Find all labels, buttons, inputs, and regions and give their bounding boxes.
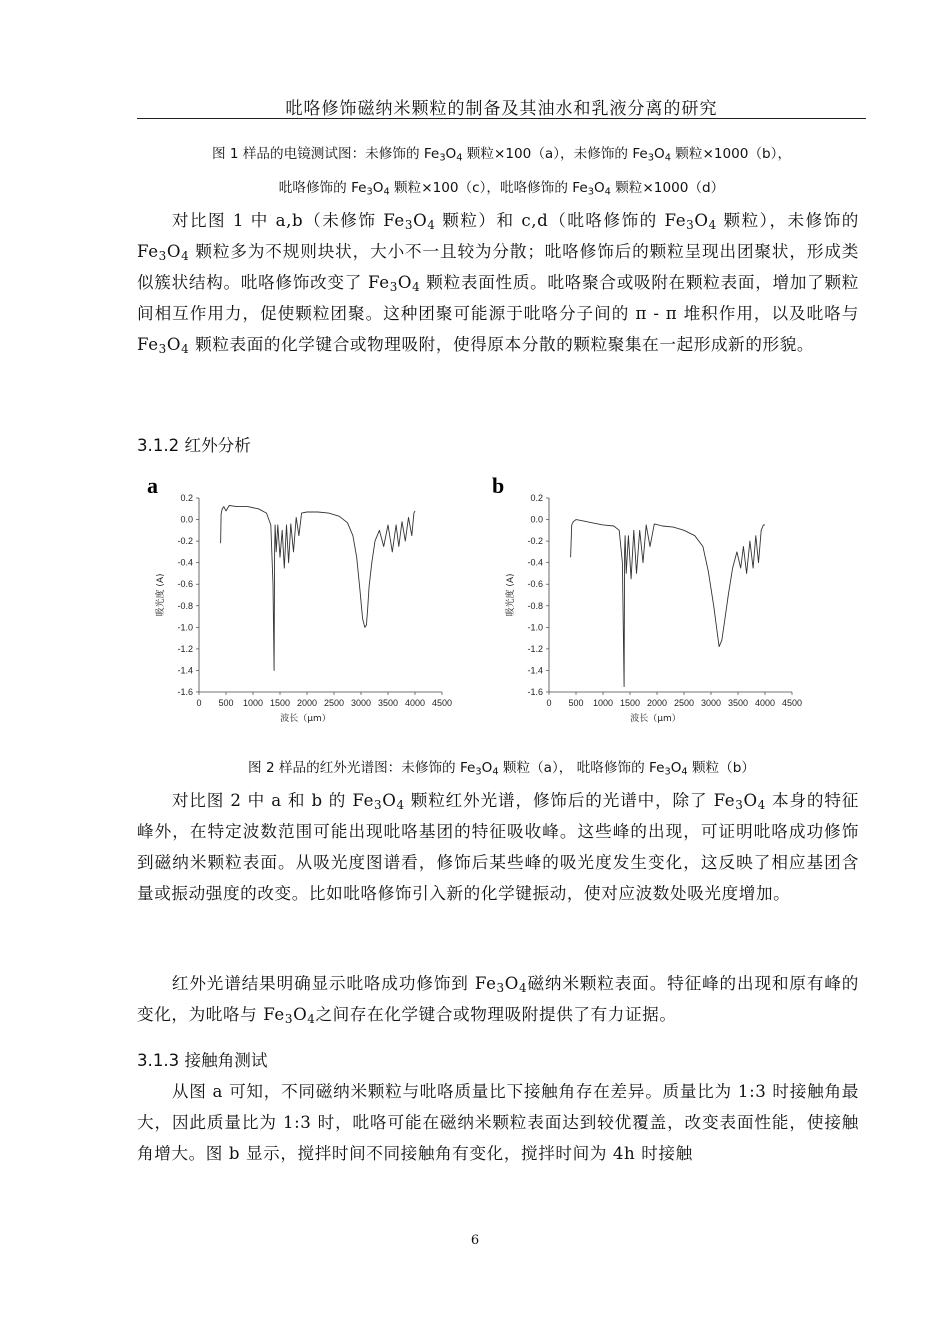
chart-a-y-axis-label: 吸光度 (A) xyxy=(156,573,166,617)
y-tick-label: -1.0 xyxy=(177,622,193,633)
paragraph-1 xyxy=(137,205,859,360)
x-tick-label: 2000 xyxy=(296,698,318,708)
paragraph-4 xyxy=(137,1076,859,1169)
x-tick-label: 1000 xyxy=(242,698,264,708)
x-tick-label: 4500 xyxy=(781,698,803,708)
y-tick-label: -1.4 xyxy=(527,665,543,676)
chart-b-panel-label: b xyxy=(492,473,505,498)
x-tick-label: 4000 xyxy=(754,698,776,708)
x-tick-label: 2500 xyxy=(673,698,695,708)
y-tick-label: -1.2 xyxy=(177,643,193,654)
figure-2-caption: 图 2 样品的红外光谱图：未修饰的 $Fe_3O_4$ 颗粒（a）， 吡咯修饰的 $Fe_3O_4$ 颗粒（b） xyxy=(248,760,755,778)
section-heading-3-1-2: 3.1.2 红外分析 xyxy=(137,436,251,455)
y-tick-label: -1.2 xyxy=(527,643,543,654)
x-tick-label: 1500 xyxy=(269,698,291,708)
y-tick-label: 0.2 xyxy=(180,493,193,503)
chart-a-x-axis-label: 波长（μm） xyxy=(280,714,331,724)
y-tick-label: -0.4 xyxy=(177,557,193,568)
x-tick-label: 3500 xyxy=(727,698,749,708)
chart-b-spectrum-line xyxy=(571,520,765,687)
y-tick-label: -0.6 xyxy=(527,579,543,590)
paragraph-2-text: 对比图 2 中 a 和 b 的 $Fe_3O_4$ 颗粒红外光谱，修饰后的光谱中，除了 $Fe_3O_4$ 本身的特征峰外，在特定波数范围可能出现吡咯基团的特征吸收峰。这些峰的出现，可证明吡咯成功修饰到磁纳米颗粒表面。从吸光度图谱看，修饰后某些峰的吸光度发生变化，这反映了相应基团含量或振动强度的改变。比如吡咯修饰引入新的化学键振动，使对应波数处吸光度增加。 xyxy=(137,791,859,903)
chart-b-x-axis-label: 波长（μm） xyxy=(630,714,681,724)
page-number: 6 xyxy=(470,1233,480,1248)
y-tick-label: 0.0 xyxy=(180,514,193,525)
x-tick-label: 3500 xyxy=(377,698,399,708)
paragraph-3 xyxy=(137,968,859,1030)
header-rule xyxy=(137,118,866,119)
paragraph-4-text: 从图 a 可知，不同磁纳米颗粒与吡咯质量比下接触角存在差异。质量比为 1:3 时接触角最大，因此质量比为 1:3 时，吡咯可能在磁纳米颗粒表面达到较优覆盖，改变表面性能，使接触角增大。图 b 显示，搅拌时间不同接触角有变化，搅拌时间为 4h 时接触 xyxy=(137,1082,859,1163)
y-tick-label: -1.6 xyxy=(177,687,193,697)
y-tick-label: -0.8 xyxy=(527,600,543,611)
ir-spectrum-chart-a xyxy=(137,468,467,738)
x-tick-label: 500 xyxy=(218,698,234,708)
ir-spectrum-chart-b xyxy=(487,468,817,738)
paragraph-3-text: 红外光谱结果明确显示吡咯成功修饰到 $Fe_3O_4$磁纳米颗粒表面。特征峰的出现和原有峰的变化，为吡咯与 $Fe_3O_4$之间存在化学键合或物理吸附提供了有力证据。 xyxy=(137,974,860,1026)
paragraph-1-text: 对比图 1 中 a,b（未修饰 $Fe_3O_4$ 颗粒）和 c,d（吡咯修饰的 $Fe_3O_4$ 颗粒），未修饰的 $Fe_3O_4$ 颗粒多为不规则块状，大小不一且较为分散；吡咯修饰后的颗粒呈现出团聚状，形成类似簇状结构。吡咯修饰改变了 $Fe_3O_4$ 颗粒表面性质。吡咯聚合或吸附在颗粒表面，增加了颗粒间相互作用力，促使颗粒团聚。这种团聚可能源于吡咯分子间的 π - π 堆积作用，以及吡咯与 $Fe_3O_4$ 颗粒表面的化学键合或物理吸附，使得原本分散的颗粒聚集在一起形成新的形貌。 xyxy=(137,211,859,356)
x-tick-label: 0 xyxy=(546,698,552,708)
chart-a-spectrum-line xyxy=(221,506,415,671)
y-tick-label: -0.6 xyxy=(177,579,193,590)
x-tick-label: 2500 xyxy=(323,698,345,708)
y-tick-label: 0.2 xyxy=(530,493,543,503)
y-tick-label: -0.4 xyxy=(527,557,543,568)
running-header: 吡咯修饰磁纳米颗粒的制备及其油水和乳液分离的研究 xyxy=(285,99,718,119)
y-tick-label: -0.8 xyxy=(177,600,193,611)
y-tick-label: -0.2 xyxy=(177,536,193,547)
x-tick-label: 4500 xyxy=(431,698,453,708)
y-tick-label: -1.4 xyxy=(177,665,193,676)
x-tick-label: 0 xyxy=(196,698,202,708)
figure-1-caption-line-1: 图 1 样品的电镜测试图：未修饰的 $Fe_3O_4$ 颗粒×100（a），未修饰的 $Fe_3O_4$ 颗粒×1000（b）， xyxy=(211,146,792,164)
y-tick-label: -1.0 xyxy=(527,622,543,633)
section-heading-3-1-3: 3.1.3 接触角测试 xyxy=(137,1051,268,1070)
x-tick-label: 2000 xyxy=(646,698,668,708)
paragraph-2 xyxy=(137,785,859,909)
x-tick-label: 3000 xyxy=(350,698,372,708)
y-tick-label: -0.2 xyxy=(527,536,543,547)
y-tick-label: -1.6 xyxy=(527,687,543,697)
y-tick-label: 0.0 xyxy=(530,514,543,525)
x-tick-label: 4000 xyxy=(404,698,426,708)
chart-a-panel-label: a xyxy=(147,473,158,498)
x-tick-label: 1000 xyxy=(592,698,614,708)
x-tick-label: 500 xyxy=(568,698,584,708)
chart-b-y-axis-label: 吸光度 (A) xyxy=(506,573,516,617)
figure-1-caption-line-2: 吡咯修饰的 $Fe_3O_4$ 颗粒×100（c），吡咯修饰的 $Fe_3O_4$ 颗粒×1000（d） xyxy=(278,180,725,198)
x-tick-label: 1500 xyxy=(619,698,641,708)
x-tick-label: 3000 xyxy=(700,698,722,708)
